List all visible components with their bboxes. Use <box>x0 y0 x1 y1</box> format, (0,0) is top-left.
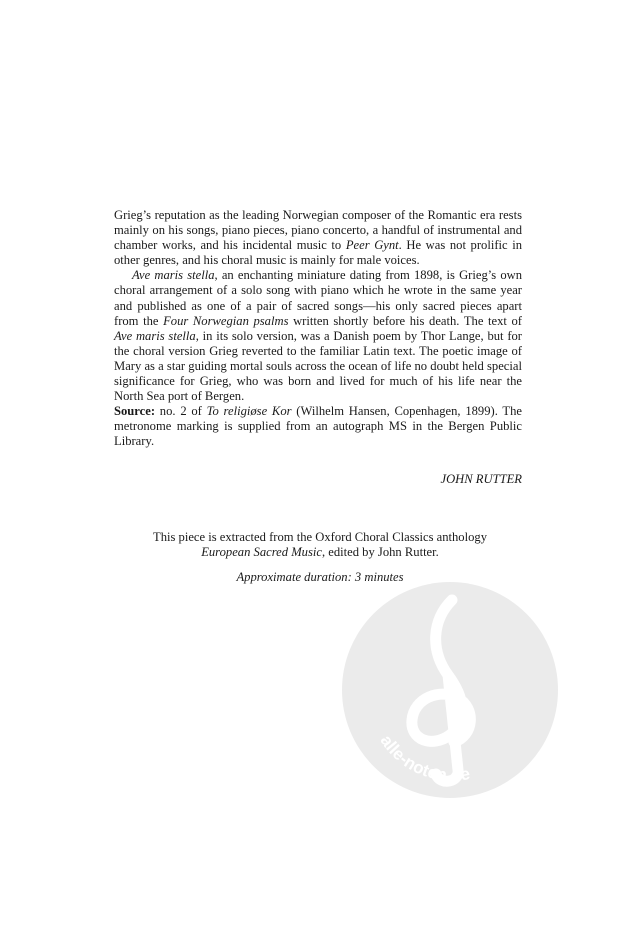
notes-paragraph-1: Grieg’s reputation as the leading Norwegian composer of the Romantic era rests mainly on his songs, piano pieces, piano concerto, a handful of instrumental and chamber works, and his incidental music to Peer Gynt. He was not prolific in other genres, and his choral music is mainly for male voices. <box>114 208 522 268</box>
alle-noten-watermark <box>340 580 560 800</box>
title-ave-maris-stella: Ave maris stella <box>132 268 215 283</box>
extract-note: This piece is extracted from the Oxford Choral Classics anthology European Sacred Music, edited by John Rutter. <box>153 530 487 560</box>
title-ave-maris-stella-2: Ave maris stella <box>114 328 196 343</box>
source-title: To religiøse Kor <box>206 404 292 419</box>
title-four-norwegian-psalms: Four Norwegian psalms <box>163 313 289 328</box>
author-signature: JOHN RUTTER <box>440 472 522 486</box>
watermark-text: alle-noten.de <box>376 731 472 785</box>
source-note: Source: no. 2 of To religiøse Kor (Wilhelm Hansen, Copenhagen, 1899). The metronome marking is supplied from an autograph MS in the Bergen Public Library. <box>114 404 522 449</box>
program-notes <box>114 208 522 450</box>
title-peer-gynt: Peer Gynt <box>345 238 399 253</box>
anthology-title: European Sacred Music <box>201 545 322 560</box>
approximate-duration: Approximate duration: 3 minutes <box>236 570 404 584</box>
notes-paragraph-2: Ave maris stella, an enchanting miniature dating from 1898, is Grieg’s own choral arrangement of a solo song with piano which he wrote in the same year and published as one of a pair of sacred songs—his only sacred pieces apart from the Four Norwegian psalms written shortly before his death. The text of Ave maris stella, in its solo version, was a Danish poem by Thor Lange, but for the choral version Grieg reverted to the familiar Latin text. The poetic image of Mary as a star guiding mortal souls across the ocean of life no doubt held special significance for Grieg, who was born and lived for much of his life near the North Sea port of Bergen. <box>114 268 523 404</box>
source-label: Source: <box>114 404 156 419</box>
